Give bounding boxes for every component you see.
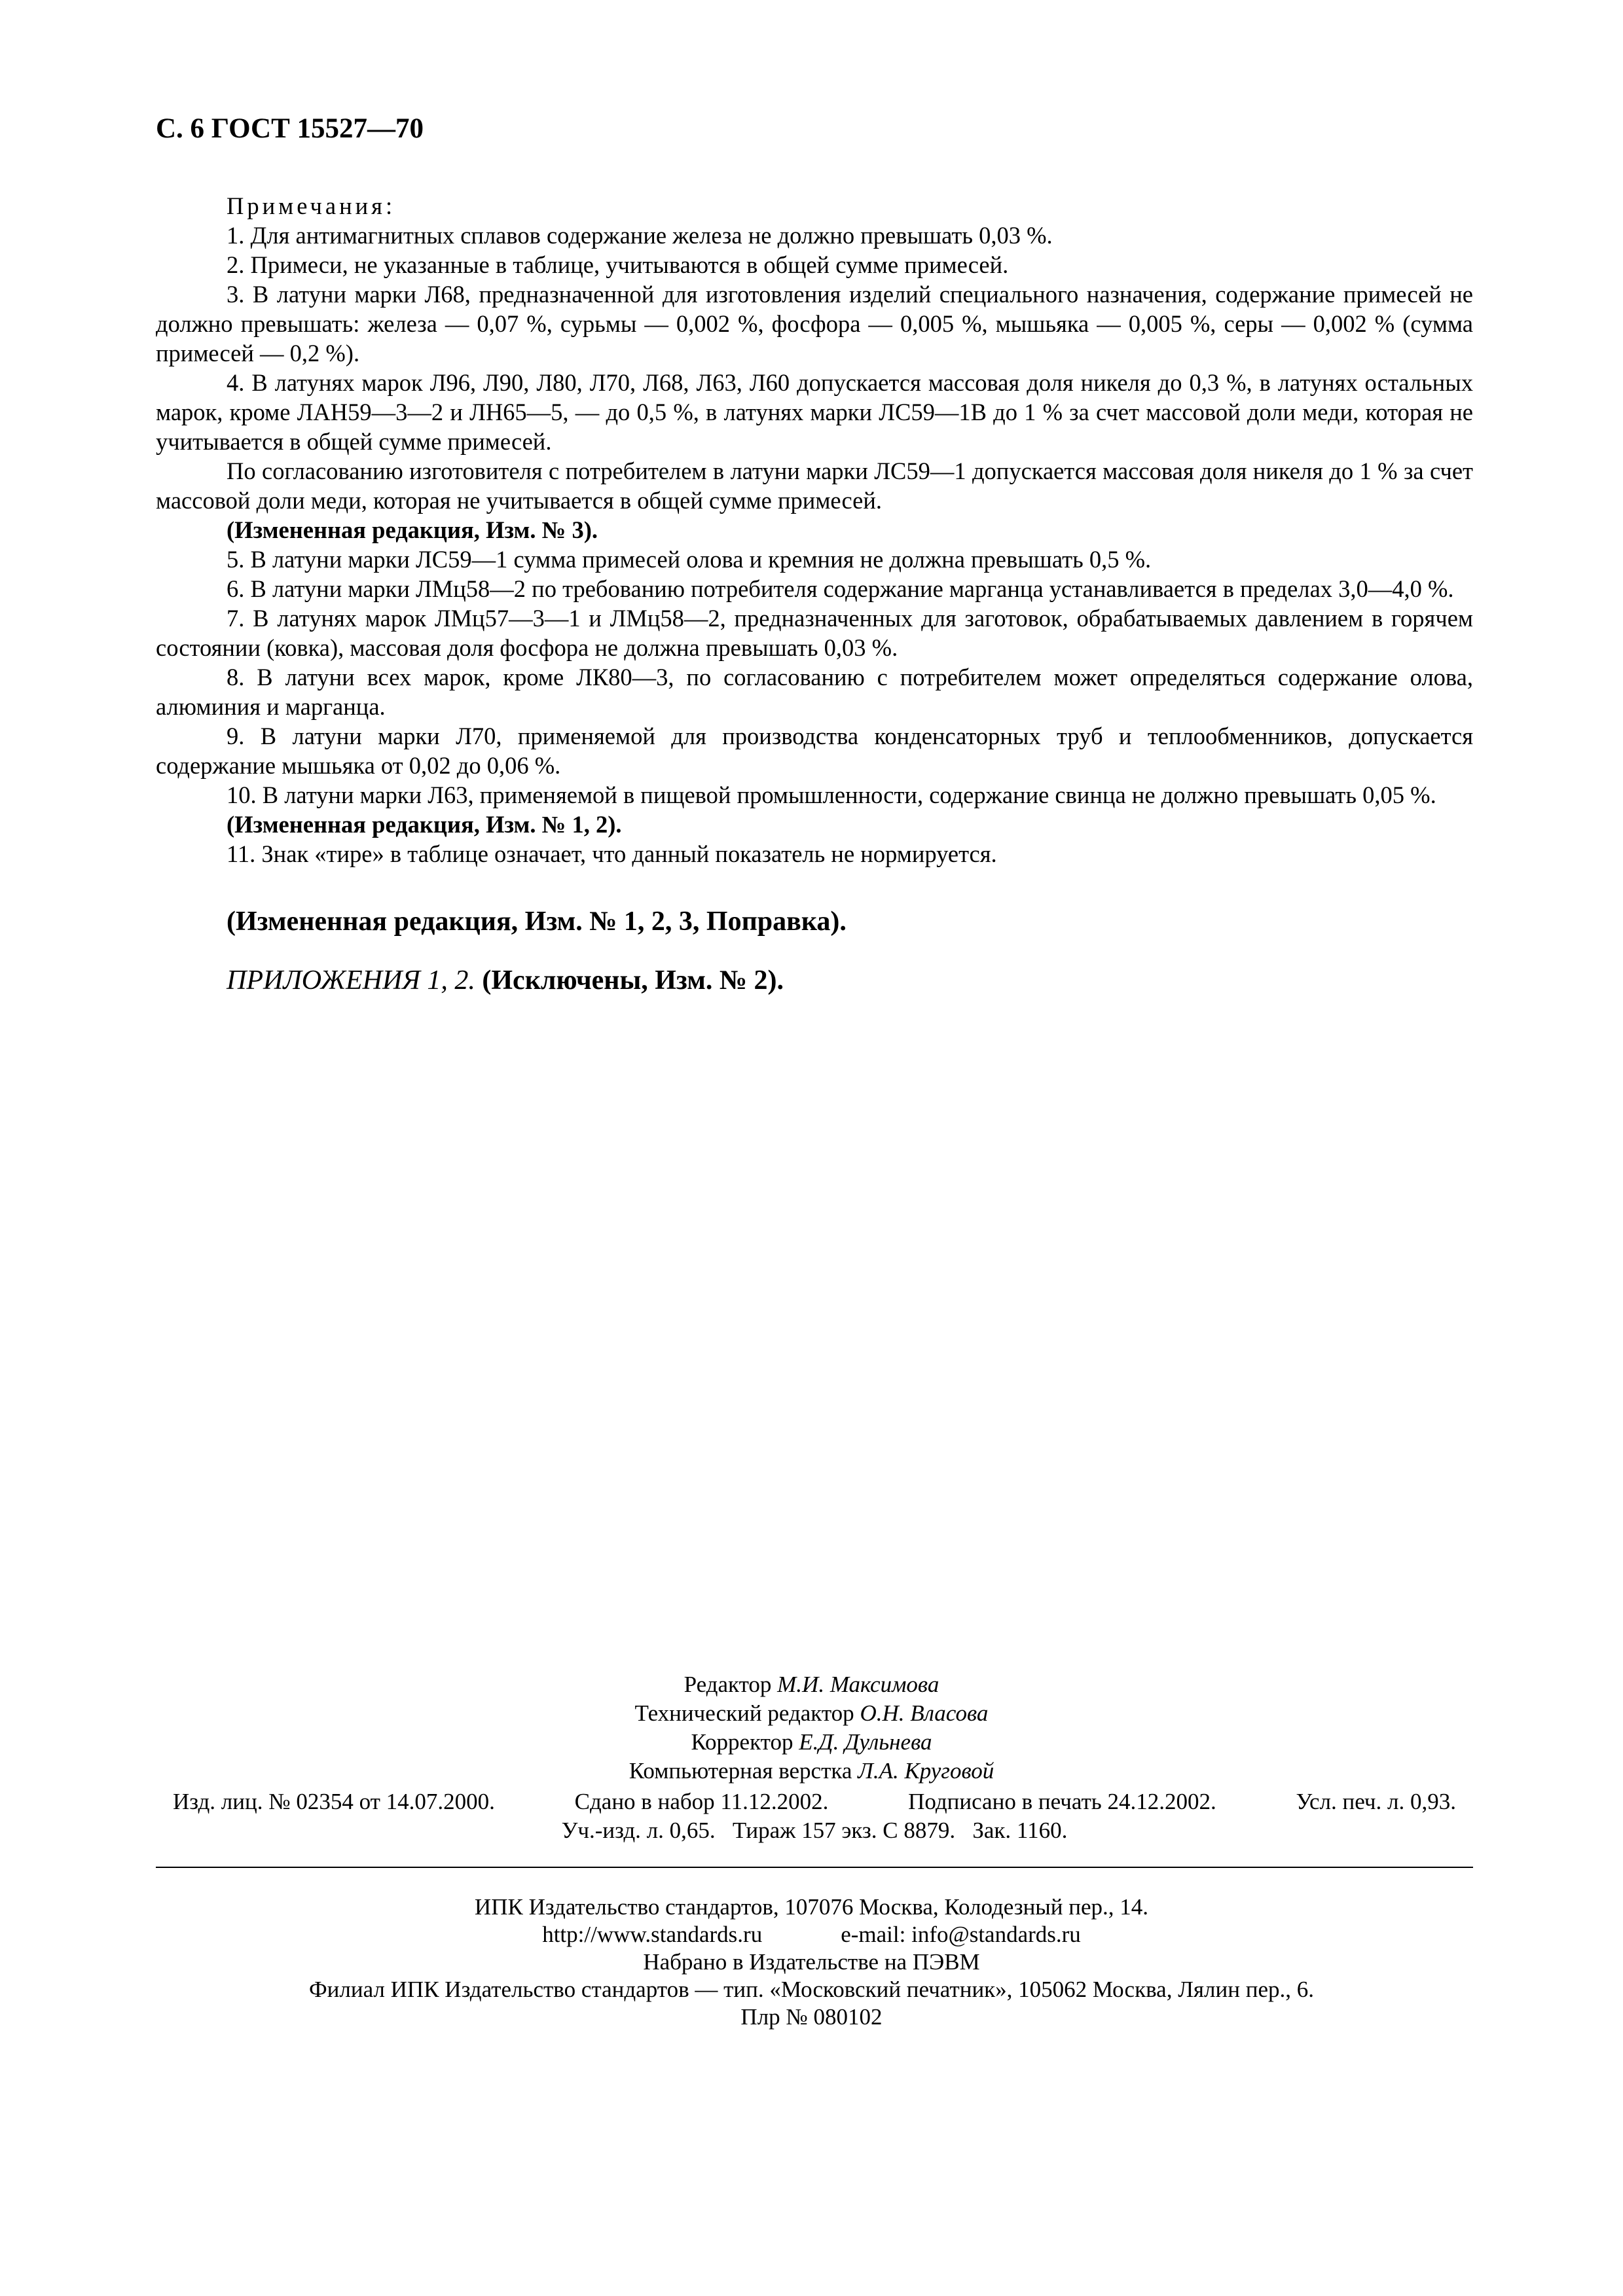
note-3: 3. В латуни марки Л68, предназначенной для изготовления изделий специального назначения, содержание примесей не должно превышать: железа — 0,07 %, сурьмы — 0,002 %, фосфора — 0,005 %, мышьяка — 0,005 %, серы — 0,002 % (сумма примесей — 0,2 %). — [156, 281, 1473, 367]
editor-label: Редактор — [684, 1672, 772, 1697]
layout-row — [0, 1757, 1623, 1785]
note-8: 8. В латуни всех марок, кроме ЛК80—3, по согласованию с потребителем может определяться содержание олова, алюминия и марганца. — [156, 664, 1473, 720]
website-url: http://www.standards.ru — [542, 1922, 763, 1947]
print-sheets: Усл. печ. л. 0,93. — [1296, 1789, 1456, 1814]
credits-block — [0, 1670, 1623, 1785]
note-6: 6. В латуни марки ЛМц58—2 по требованию потребителя содержание марганца устанавливается в пределах 3,0—4,0 %. — [227, 575, 1454, 602]
tech-editor-row — [0, 1699, 1623, 1728]
submitted-date: Сдано в набор 11.12.2002. — [574, 1789, 829, 1814]
proofreader-name: Е.Д. Дульнева — [799, 1729, 932, 1755]
editor-name: М.И. Максимова — [777, 1672, 939, 1697]
note-7: 7. В латунях марок ЛМц57—3—1 и ЛМц58—2, предназначенных для заготовок, обрабатываемых давлением в горячем состоянии (ковка), массовая доля фосфора не должна превышать 0,03 %. — [156, 605, 1473, 661]
appendix-status: (Исключены, Изм. № 2). — [482, 965, 784, 996]
note-5: 5. В латуни марки ЛС59—1 сумма примесей олова и кремния не должна превышать 0,5 %. — [227, 546, 1152, 573]
note-1: 1. Для антимагнитных сплавов содержание железа не должно превышать 0,03 %. — [227, 222, 1053, 249]
proofreader-label: Корректор — [691, 1729, 793, 1755]
note-4-agreement: По согласованию изготовителя с потребителем в латуни марки ЛС59—1 допускается массовая доля никеля до 1 % за счет массовой доли меди, которая не учитывается в общей сумме примесей. — [156, 457, 1473, 514]
publication-info — [156, 1787, 1473, 1845]
publication-details: Уч.-изд. л. 0,65. Тираж 157 экз. С 8879. Зак. 1160. — [561, 1818, 1068, 1843]
appendix-label: ПРИЛОЖЕНИЯ 1, 2. — [227, 965, 475, 996]
note-2: 2. Примеси, не указанные в таблице, учитываются в общей сумме примесей. — [227, 251, 1009, 278]
amendment-summary: (Измененная редакция, Изм. № 1, 2, 3, Поправка). — [227, 906, 847, 937]
layout-label: Компьютерная верстка — [629, 1758, 852, 1784]
layout-name: Л.А. Круговой — [858, 1758, 994, 1784]
note-10: 10. В латуни марки Л63, применяемой в пищевой промышленности, содержание свинца не должно превышать 0,05 %. — [227, 781, 1436, 808]
branch-address: Филиал ИПК Издательство стандартов — тип. «Московский печатник», 105062 Москва, Лялин пер., 6. — [309, 1977, 1314, 2002]
appendix-line — [156, 963, 1473, 998]
separator-line — [156, 1867, 1473, 1868]
note-9: 9. В латуни марки Л70, применяемой для производства конденсаторных труб и теплообменников, допускается содержание мышьяка от 0,02 до 0,06 %. — [156, 723, 1473, 779]
signed-date: Подписано в печать 24.12.2002. — [908, 1789, 1216, 1814]
editor-row — [0, 1670, 1623, 1699]
amendment-note-1-2: (Измененная редакция, Изм. № 1, 2). — [227, 811, 622, 838]
page-header: С. 6 ГОСТ 15527—70 — [156, 113, 424, 144]
tech-editor-name: О.Н. Власова — [860, 1700, 989, 1726]
proofreader-row — [0, 1728, 1623, 1757]
typeset-note: Набрано в Издательстве на ПЭВМ — [643, 1949, 980, 1975]
note-4: 4. В латунях марок Л96, Л90, Л80, Л70, Л68, Л63, Л60 допускается массовая доля никеля до 0,3 %, в латунях остальных марок, кроме ЛАН59—3—2 и ЛН65—5, — до 0,5 %, в латунях марки ЛС59—1В до 1 % за счет массовой доли меди, которая не учитывается в общей сумме примесей. — [156, 369, 1473, 455]
tech-editor-label: Технический редактор — [634, 1700, 854, 1726]
notes-section — [156, 191, 1473, 998]
publisher-address: ИПК Издательство стандартов, 107076 Москва, Колодезный пер., 14. — [474, 1894, 1149, 1920]
imprint-block — [0, 1893, 1623, 2031]
notes-heading: Примечания: — [227, 192, 396, 219]
email-address: e-mail: info@standards.ru — [841, 1922, 1081, 1947]
note-11: 11. Знак «тире» в таблице означает, что данный показатель не нормируется. — [227, 840, 997, 867]
license-number: Изд. лиц. № 02354 от 14.07.2000. — [173, 1789, 495, 1814]
amendment-note-3: (Измененная редакция, Изм. № 3). — [227, 516, 598, 543]
plr-number: Плр № 080102 — [740, 2004, 883, 2030]
